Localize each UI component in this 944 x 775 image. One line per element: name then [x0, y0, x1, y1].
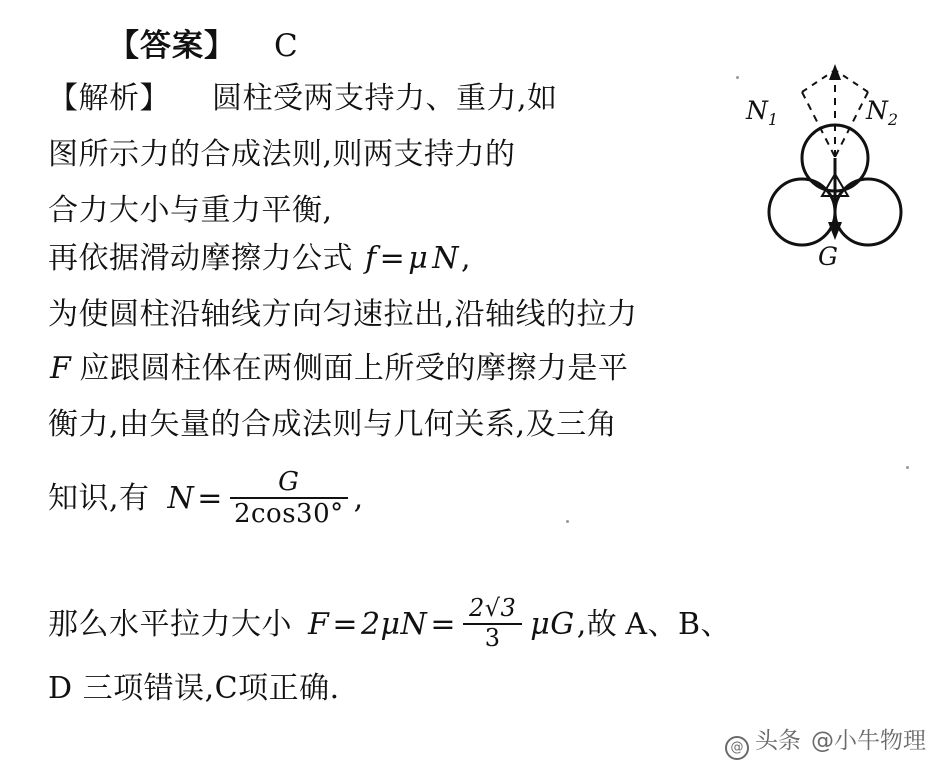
arrowhead-resultant	[829, 64, 841, 80]
analysis-line-3	[48, 194, 333, 228]
analysis-line-9-tail: ,故	[576, 606, 618, 642]
scan-speck	[906, 466, 909, 469]
analysis-line-2-text: 图所示力的合成法则,则两支持力的	[48, 137, 516, 172]
analysis-line-6-text: 应跟圆柱体在两侧面上所受的摩擦力是平	[79, 351, 629, 386]
analysis-line-9-text: 那么水平拉力大小	[48, 606, 292, 642]
formula-equals-2: =	[197, 481, 223, 517]
fraction-numerator-2: 2√3	[463, 596, 522, 625]
analysis-line-3-text: 合力大小与重力平衡,	[48, 193, 333, 228]
formula-mu: μ	[408, 241, 429, 276]
formula-N-2: N	[167, 481, 195, 517]
scan-speck	[566, 520, 569, 523]
scan-speck	[736, 76, 739, 79]
fraction-denominator-2: 3	[484, 623, 501, 652]
formula-2muN: 2μN	[360, 606, 428, 642]
analysis-line-2	[48, 138, 516, 172]
figure-label-g: G	[818, 242, 838, 271]
fraction-denominator: 2cos30°	[233, 499, 344, 530]
analysis-line-9	[48, 594, 732, 654]
analysis-line-10-text: D 三项错误,C项正确.	[48, 671, 340, 706]
force-diagram-figure	[740, 62, 930, 292]
figure-label-n2-sub: 2	[887, 110, 899, 129]
analysis-line-8	[48, 467, 364, 530]
watermark-author: @小牛物理	[811, 728, 926, 754]
answer-value: C	[274, 28, 299, 64]
analysis-line-8-text: 知识,有	[48, 481, 150, 517]
analysis-line-7	[48, 408, 617, 442]
figure-label-n1-sub: 1	[767, 110, 779, 129]
figure-label-n1-text: N	[746, 96, 768, 125]
analysis-line-1	[48, 82, 558, 116]
analysis-line-4	[48, 242, 471, 276]
formula-F-2: F	[308, 606, 330, 642]
figure-label-n1	[746, 96, 778, 129]
fraction-N	[230, 468, 348, 528]
figure-label-n2	[866, 96, 898, 129]
figure-label-n2-text: N	[866, 96, 888, 125]
analysis-line-5	[48, 298, 638, 332]
watermark-source: 头条	[755, 728, 801, 754]
analysis-line-9-options: A、B、	[625, 606, 732, 642]
analysis-line-5-text: 为使圆柱沿轴线方向匀速拉出,沿轴线的拉力	[48, 297, 638, 332]
formula-f: f	[365, 241, 377, 276]
analysis-line-4-text: 再依据滑动摩擦力公式	[48, 241, 353, 276]
formula-equals-4: =	[430, 606, 456, 642]
analysis-line-4-tail: ,	[461, 241, 472, 276]
formula-N: N	[432, 241, 459, 276]
analysis-line-8-tail: ,	[353, 481, 364, 517]
analysis-line-7-text: 衡力,由矢量的合成法则与几何关系,及三角	[48, 407, 618, 442]
circle-at-icon: @	[725, 736, 749, 760]
answer-line	[108, 20, 299, 65]
formula-equals: =	[379, 241, 406, 276]
formula-equals-3: =	[332, 606, 358, 642]
dashed-line-n2-top	[835, 70, 868, 92]
watermark	[725, 722, 926, 757]
analysis-line-10	[48, 672, 340, 706]
answer-tag: 【答案】	[108, 28, 236, 64]
formula-muG: μG	[530, 606, 575, 642]
fraction-coefficient	[463, 596, 522, 652]
formula-F: F	[50, 351, 72, 386]
analysis-line-1-text: 圆柱受两支持力、重力,如	[212, 81, 558, 116]
dashed-line-n1-top	[802, 70, 835, 92]
analysis-line-6	[48, 352, 628, 386]
analysis-tag: 【解析】	[48, 81, 170, 116]
fraction-numerator: G	[230, 468, 348, 499]
